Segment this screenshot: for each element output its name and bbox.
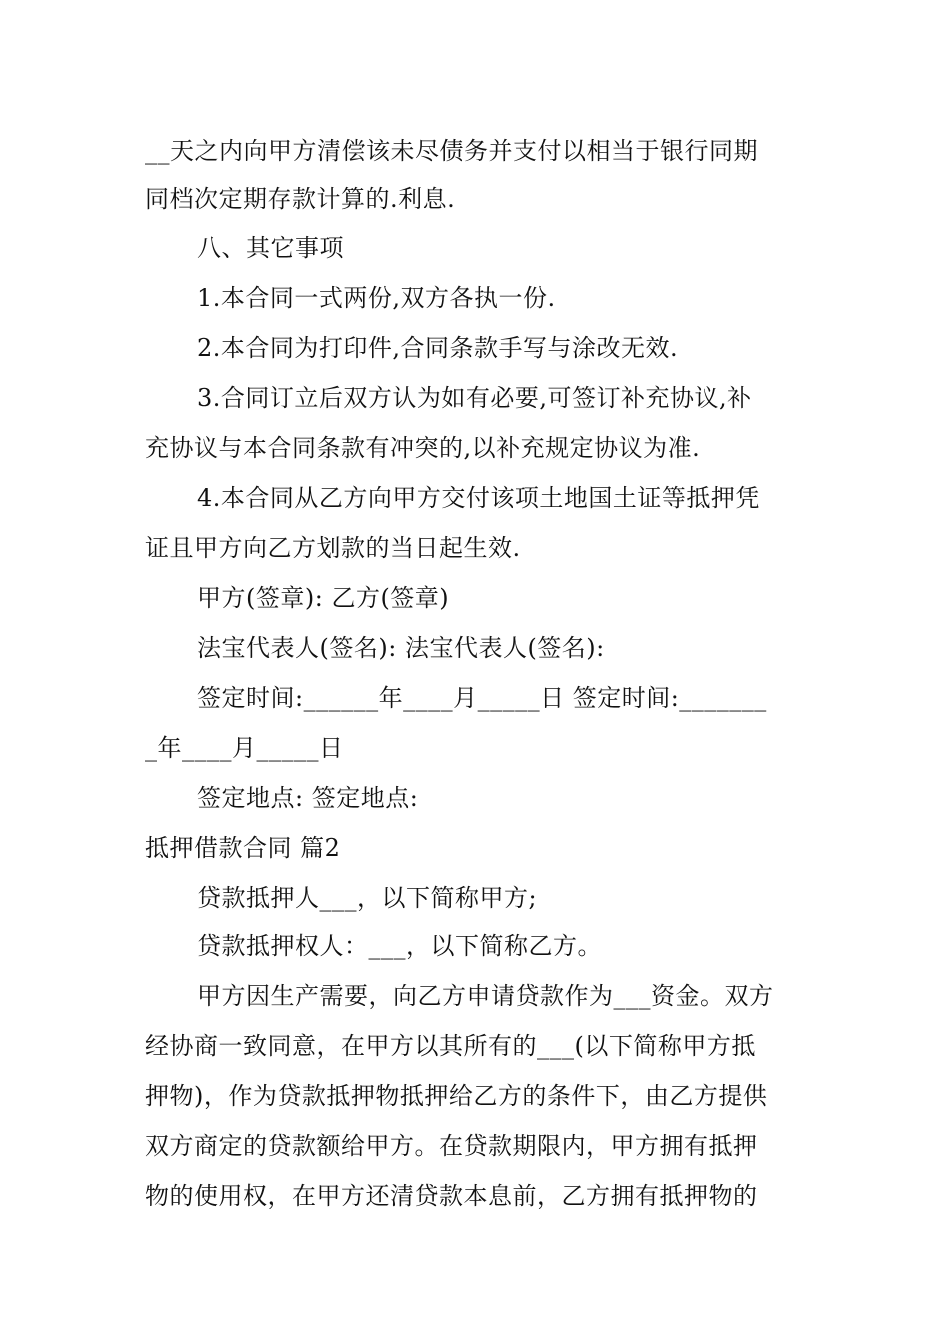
clause-4-line-1: 4.本合同从乙方向甲方交付该项土地国土证等抵押凭: [197, 484, 760, 512]
legal-representative-line: 法宝代表人(签名): 法宝代表人(签名):: [197, 634, 605, 662]
body-paragraph-line-3: 押物)，作为贷款抵押物抵押给乙方的条件下，由乙方提供: [145, 1082, 768, 1110]
clause-3-line-1: 3.合同订立后双方认为如有必要,可签订补充协议,补: [197, 384, 752, 412]
signing-place-line: 签定地点: 签定地点:: [197, 784, 419, 812]
text-line-debt-repayment: __天之内向甲方清偿该未尽债务并支付以相当于银行同期: [145, 137, 758, 165]
signing-date-line-2: _年____月_____日: [145, 734, 344, 762]
signature-seal-line: 甲方(签章): 乙方(签章): [197, 584, 450, 612]
clause-1: 1.本合同一式两份,双方各执一份.: [197, 284, 556, 312]
clause-2: 2.本合同为打印件,合同条款手写与涂改无效.: [197, 334, 679, 362]
contract-title-part-2: 抵押借款合同 篇2: [145, 834, 341, 862]
clause-3-line-2: 充协议与本合同条款有冲突的,以补充规定协议为准.: [145, 434, 701, 462]
section-heading-other-matters: 八、其它事项: [197, 234, 344, 262]
body-paragraph-line-1: 甲方因生产需要，向乙方申请贷款作为___资金。双方: [197, 982, 774, 1010]
body-paragraph-line-5: 物的使用权，在甲方还清贷款本息前，乙方拥有抵押物的: [145, 1182, 758, 1210]
body-paragraph-line-4: 双方商定的贷款额给甲方。在贷款期限内，甲方拥有抵押: [145, 1132, 758, 1160]
clause-4-line-2: 证且甲方向乙方划款的当日起生效.: [145, 534, 521, 562]
signing-date-line-1: 签定时间:______年____月_____日 签定时间:_______: [197, 684, 767, 712]
mortgagee-line: 贷款抵押权人：___，以下简称乙方。: [197, 932, 602, 960]
body-paragraph-line-2: 经协商一致同意，在甲方以其所有的___(以下简称甲方抵: [145, 1032, 756, 1060]
text-line-interest: 同档次定期存款计算的.利息.: [145, 185, 456, 213]
mortgagor-line: 贷款抵押人___，以下简称甲方;: [197, 884, 538, 912]
